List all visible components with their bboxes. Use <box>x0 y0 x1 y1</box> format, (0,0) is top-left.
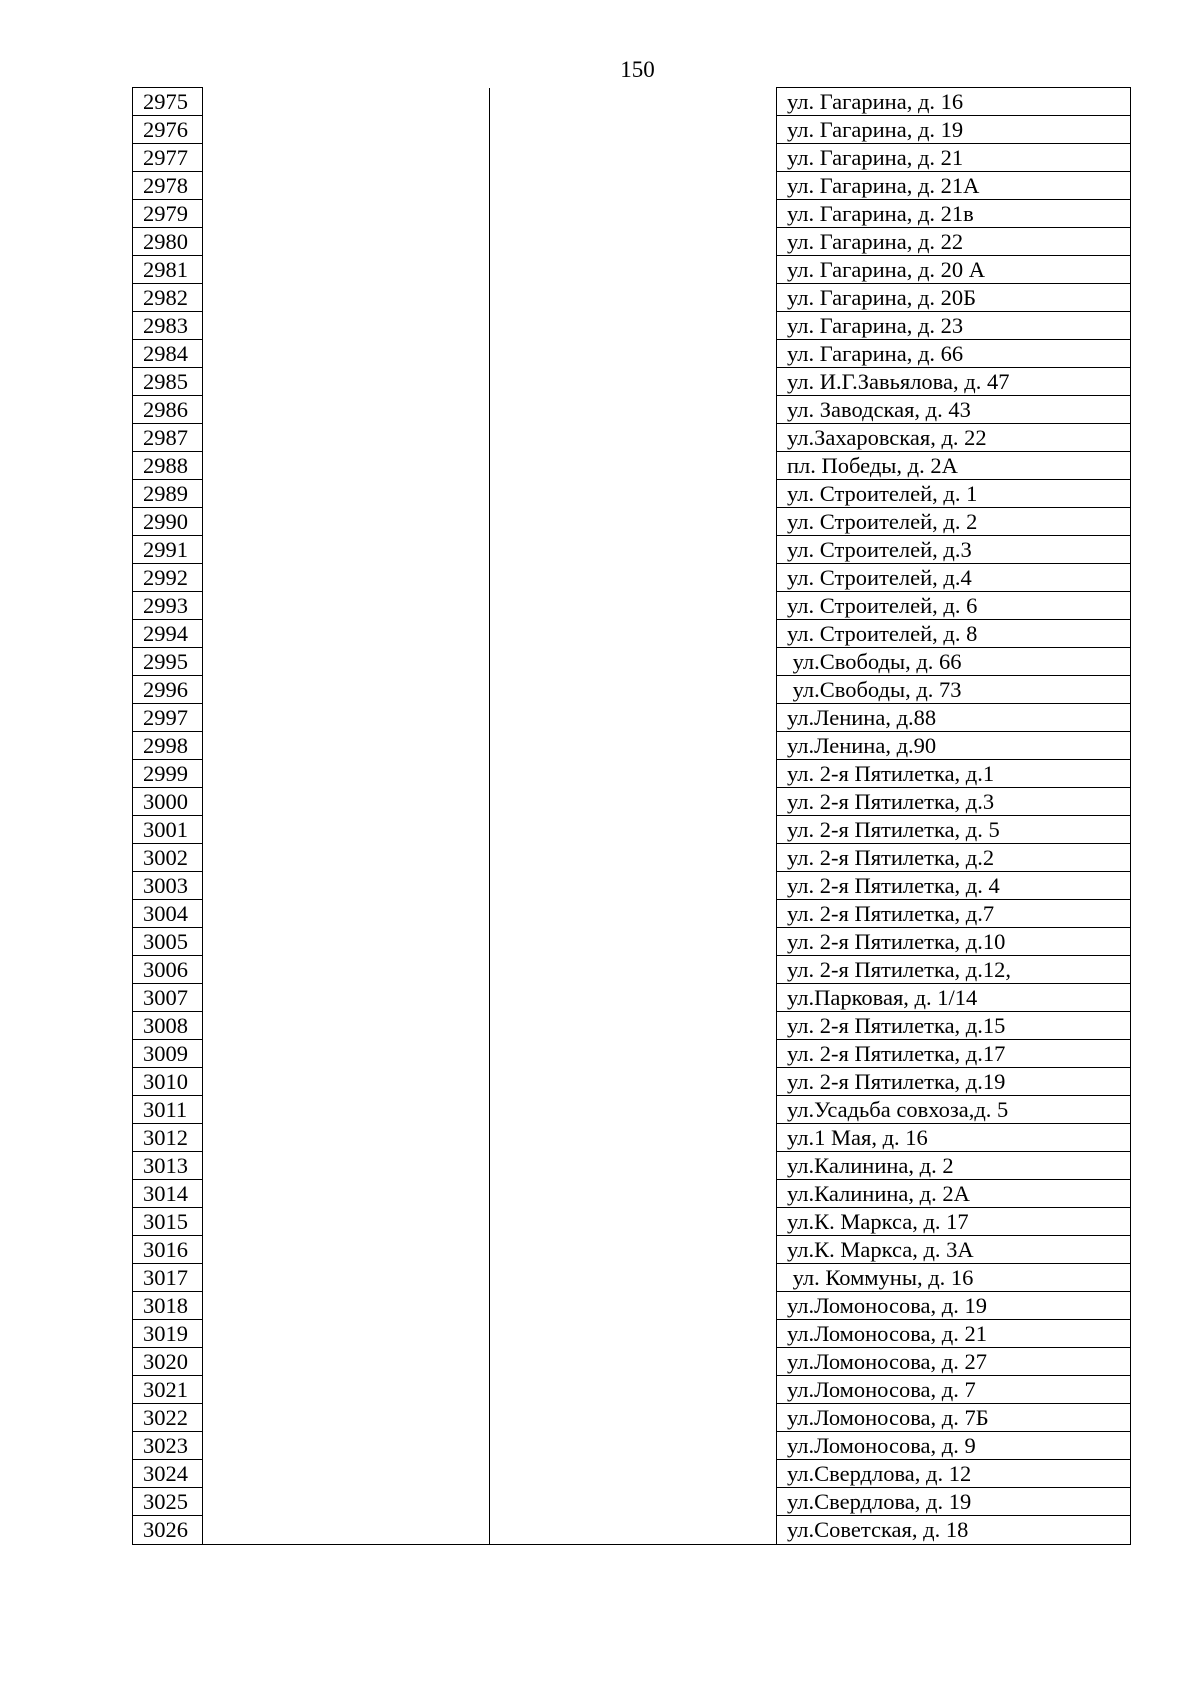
empty-cell <box>203 312 490 340</box>
empty-cell <box>203 564 490 592</box>
row-number: 3013 <box>133 1152 203 1180</box>
table-row <box>133 676 1131 704</box>
address-cell: ул. Гагарина, д. 16 <box>777 88 1131 116</box>
table-row <box>133 648 1131 676</box>
table-row <box>133 956 1131 984</box>
empty-cell <box>490 1292 777 1320</box>
address-cell: ул. Гагарина, д. 23 <box>777 312 1131 340</box>
address-cell: ул. Гагарина, д. 21А <box>777 172 1131 200</box>
row-number: 3021 <box>133 1376 203 1404</box>
row-number: 2981 <box>133 256 203 284</box>
address-cell: ул. Строителей, д. 1 <box>777 480 1131 508</box>
table-row <box>133 368 1131 396</box>
table-row <box>133 732 1131 760</box>
address-cell: ул.Ломоносова, д. 21 <box>777 1320 1131 1348</box>
address-cell: ул. Строителей, д. 8 <box>777 620 1131 648</box>
table-row <box>133 1404 1131 1432</box>
empty-cell <box>490 368 777 396</box>
empty-cell <box>490 676 777 704</box>
row-number: 2985 <box>133 368 203 396</box>
empty-cell <box>203 1096 490 1124</box>
address-cell: ул. 2-я Пятилетка, д.17 <box>777 1040 1131 1068</box>
table-row <box>133 1012 1131 1040</box>
address-cell: ул. Заводская, д. 43 <box>777 396 1131 424</box>
address-cell: ул.К. Маркса, д. 3А <box>777 1236 1131 1264</box>
table-row <box>133 1040 1131 1068</box>
table-row <box>133 508 1131 536</box>
row-number: 2979 <box>133 200 203 228</box>
empty-cell <box>203 1124 490 1152</box>
empty-cell <box>490 396 777 424</box>
address-cell: ул. Гагарина, д. 19 <box>777 116 1131 144</box>
row-number: 3007 <box>133 984 203 1012</box>
address-cell: ул. 2-я Пятилетка, д.15 <box>777 1012 1131 1040</box>
empty-cell <box>203 144 490 172</box>
row-number: 2998 <box>133 732 203 760</box>
address-cell: ул. Гагарина, д. 66 <box>777 340 1131 368</box>
empty-cell <box>203 172 490 200</box>
empty-cell <box>490 1096 777 1124</box>
empty-cell <box>203 900 490 928</box>
address-cell: ул.Ломоносова, д. 7Б <box>777 1404 1131 1432</box>
row-number: 3001 <box>133 816 203 844</box>
table-row <box>133 1264 1131 1292</box>
address-cell: ул.Ломоносова, д. 7 <box>777 1376 1131 1404</box>
empty-cell <box>203 340 490 368</box>
empty-cell <box>203 816 490 844</box>
empty-cell <box>490 144 777 172</box>
empty-cell <box>203 704 490 732</box>
row-number: 2982 <box>133 284 203 312</box>
address-cell: ул. Коммуны, д. 16 <box>777 1264 1131 1292</box>
empty-cell <box>203 956 490 984</box>
table-row <box>133 1432 1131 1460</box>
empty-cell <box>203 1292 490 1320</box>
empty-cell <box>203 256 490 284</box>
table-row <box>133 984 1131 1012</box>
empty-cell <box>203 984 490 1012</box>
row-number: 2976 <box>133 116 203 144</box>
empty-cell <box>203 1516 490 1545</box>
empty-cell <box>490 1068 777 1096</box>
empty-cell <box>203 424 490 452</box>
empty-cell <box>203 1180 490 1208</box>
address-cell: ул. 2-я Пятилетка, д.10 <box>777 928 1131 956</box>
row-number: 2980 <box>133 228 203 256</box>
empty-cell <box>203 872 490 900</box>
empty-cell <box>490 1152 777 1180</box>
empty-cell <box>490 1376 777 1404</box>
empty-cell <box>490 816 777 844</box>
empty-cell <box>490 424 777 452</box>
row-number: 3009 <box>133 1040 203 1068</box>
empty-cell <box>203 200 490 228</box>
row-number: 3024 <box>133 1460 203 1488</box>
row-number: 3020 <box>133 1348 203 1376</box>
table-row <box>133 480 1131 508</box>
row-number: 3004 <box>133 900 203 928</box>
table-row <box>133 564 1131 592</box>
address-cell: ул.Ломоносова, д. 19 <box>777 1292 1131 1320</box>
table-row <box>133 1292 1131 1320</box>
table-row <box>133 256 1131 284</box>
table-row <box>133 144 1131 172</box>
row-number: 3008 <box>133 1012 203 1040</box>
empty-cell <box>490 116 777 144</box>
table-row <box>133 1320 1131 1348</box>
empty-cell <box>203 508 490 536</box>
empty-cell <box>490 592 777 620</box>
address-cell: ул. 2-я Пятилетка, д.3 <box>777 788 1131 816</box>
empty-cell <box>490 704 777 732</box>
empty-cell <box>203 676 490 704</box>
address-cell: ул.Советская, д. 18 <box>777 1516 1131 1545</box>
empty-cell <box>203 116 490 144</box>
table-row <box>133 172 1131 200</box>
row-number: 2978 <box>133 172 203 200</box>
table-row <box>133 928 1131 956</box>
empty-cell <box>203 1348 490 1376</box>
table-row <box>133 1348 1131 1376</box>
empty-cell <box>490 1180 777 1208</box>
empty-cell <box>490 564 777 592</box>
empty-cell <box>203 88 490 116</box>
address-cell: ул.Ленина, д.90 <box>777 732 1131 760</box>
empty-cell <box>490 1124 777 1152</box>
table-row <box>133 88 1131 116</box>
empty-cell <box>203 844 490 872</box>
empty-cell <box>203 1376 490 1404</box>
table-row <box>133 900 1131 928</box>
table-row <box>133 1460 1131 1488</box>
empty-cell <box>490 984 777 1012</box>
address-cell: ул. 2-я Пятилетка, д.2 <box>777 844 1131 872</box>
empty-cell <box>203 1320 490 1348</box>
empty-cell <box>490 1488 777 1516</box>
address-cell: ул. Гагарина, д. 21в <box>777 200 1131 228</box>
row-number: 3023 <box>133 1432 203 1460</box>
address-cell: ул. 2-я Пятилетка, д.12, <box>777 956 1131 984</box>
address-cell: ул.Парковая, д. 1/14 <box>777 984 1131 1012</box>
table-row <box>133 844 1131 872</box>
address-cell: ул.К. Маркса, д. 17 <box>777 1208 1131 1236</box>
empty-cell <box>490 452 777 480</box>
empty-cell <box>203 1236 490 1264</box>
address-cell: ул.Ломоносова, д. 9 <box>777 1432 1131 1460</box>
table-row <box>133 452 1131 480</box>
address-cell: ул.Ломоносова, д. 27 <box>777 1348 1131 1376</box>
address-table-body <box>133 88 1131 1545</box>
table-row <box>133 1376 1131 1404</box>
empty-cell <box>490 844 777 872</box>
empty-cell <box>490 788 777 816</box>
address-cell: ул. Строителей, д.3 <box>777 536 1131 564</box>
empty-cell <box>203 1404 490 1432</box>
row-number: 3011 <box>133 1096 203 1124</box>
address-cell: ул. Гагарина, д. 20Б <box>777 284 1131 312</box>
empty-cell <box>490 1348 777 1376</box>
empty-cell <box>490 928 777 956</box>
table-row <box>133 396 1131 424</box>
empty-cell <box>490 620 777 648</box>
empty-cell <box>203 368 490 396</box>
empty-cell <box>203 788 490 816</box>
address-cell: ул.Калинина, д. 2 <box>777 1152 1131 1180</box>
empty-cell <box>490 956 777 984</box>
row-number: 2993 <box>133 592 203 620</box>
table-row <box>133 592 1131 620</box>
empty-cell <box>203 1012 490 1040</box>
empty-cell <box>490 732 777 760</box>
empty-cell <box>490 1264 777 1292</box>
empty-cell <box>203 1264 490 1292</box>
row-number: 3000 <box>133 788 203 816</box>
empty-cell <box>490 480 777 508</box>
row-number: 2975 <box>133 88 203 116</box>
empty-cell <box>490 88 777 116</box>
address-cell: ул. 2-я Пятилетка, д.19 <box>777 1068 1131 1096</box>
address-cell: ул. Гагарина, д. 20 А <box>777 256 1131 284</box>
address-cell: ул.1 Мая, д. 16 <box>777 1124 1131 1152</box>
table-row <box>133 284 1131 312</box>
empty-cell <box>490 648 777 676</box>
address-table <box>132 87 1131 1545</box>
table-row <box>133 424 1131 452</box>
empty-cell <box>490 1208 777 1236</box>
address-cell: ул. Гагарина, д. 21 <box>777 144 1131 172</box>
table-row <box>133 704 1131 732</box>
empty-cell <box>490 256 777 284</box>
row-number: 3016 <box>133 1236 203 1264</box>
row-number: 2997 <box>133 704 203 732</box>
address-cell: ул. 2-я Пятилетка, д.1 <box>777 760 1131 788</box>
row-number: 3015 <box>133 1208 203 1236</box>
empty-cell <box>490 1040 777 1068</box>
empty-cell <box>490 1460 777 1488</box>
address-cell: ул. И.Г.Завьялова, д. 47 <box>777 368 1131 396</box>
row-number: 2983 <box>133 312 203 340</box>
empty-cell <box>490 1516 777 1545</box>
row-number: 3010 <box>133 1068 203 1096</box>
empty-cell <box>203 1432 490 1460</box>
row-number: 2987 <box>133 424 203 452</box>
row-number: 2986 <box>133 396 203 424</box>
table-row <box>133 1236 1131 1264</box>
address-cell: ул. 2-я Пятилетка, д. 5 <box>777 816 1131 844</box>
empty-cell <box>203 592 490 620</box>
address-cell: ул.Усадьба совхоза,д. 5 <box>777 1096 1131 1124</box>
address-cell: ул.Свободы, д. 73 <box>777 676 1131 704</box>
empty-cell <box>203 1068 490 1096</box>
address-cell: ул.Свердлова, д. 19 <box>777 1488 1131 1516</box>
row-number: 3025 <box>133 1488 203 1516</box>
page-number: 150 <box>620 57 655 82</box>
table-row <box>133 620 1131 648</box>
row-number: 3017 <box>133 1264 203 1292</box>
table-row <box>133 1124 1131 1152</box>
empty-cell <box>490 1012 777 1040</box>
empty-cell <box>203 536 490 564</box>
empty-cell <box>490 872 777 900</box>
address-cell: ул. Гагарина, д. 22 <box>777 228 1131 256</box>
empty-cell <box>203 284 490 312</box>
table-row <box>133 1180 1131 1208</box>
empty-cell <box>490 536 777 564</box>
table-row <box>133 1488 1131 1516</box>
empty-cell <box>490 1320 777 1348</box>
address-cell: ул.Ленина, д.88 <box>777 704 1131 732</box>
empty-cell <box>490 172 777 200</box>
empty-cell <box>203 1152 490 1180</box>
empty-cell <box>203 928 490 956</box>
row-number: 2995 <box>133 648 203 676</box>
empty-cell <box>490 1236 777 1264</box>
empty-cell <box>203 1208 490 1236</box>
table-row <box>133 340 1131 368</box>
table-row <box>133 872 1131 900</box>
empty-cell <box>490 760 777 788</box>
empty-cell <box>490 228 777 256</box>
empty-cell <box>203 396 490 424</box>
row-number: 2990 <box>133 508 203 536</box>
address-cell: ул. Строителей, д.4 <box>777 564 1131 592</box>
table-row <box>133 816 1131 844</box>
address-cell: ул.Свердлова, д. 12 <box>777 1460 1131 1488</box>
row-number: 3022 <box>133 1404 203 1432</box>
empty-cell <box>203 452 490 480</box>
empty-cell <box>203 648 490 676</box>
empty-cell <box>490 284 777 312</box>
address-cell: ул. Строителей, д. 2 <box>777 508 1131 536</box>
address-cell: пл. Победы, д. 2А <box>777 452 1131 480</box>
empty-cell <box>203 480 490 508</box>
table-row <box>133 228 1131 256</box>
address-cell: ул. 2-я Пятилетка, д. 4 <box>777 872 1131 900</box>
row-number: 3005 <box>133 928 203 956</box>
address-cell: ул.Свободы, д. 66 <box>777 648 1131 676</box>
table-row <box>133 760 1131 788</box>
address-cell: ул.Захаровская, д. 22 <box>777 424 1131 452</box>
row-number: 3014 <box>133 1180 203 1208</box>
empty-cell <box>203 620 490 648</box>
row-number: 3006 <box>133 956 203 984</box>
row-number: 3019 <box>133 1320 203 1348</box>
table-row <box>133 1096 1131 1124</box>
row-number: 2996 <box>133 676 203 704</box>
table-row <box>133 200 1131 228</box>
empty-cell <box>203 228 490 256</box>
table-row <box>133 536 1131 564</box>
table-row <box>133 788 1131 816</box>
row-number: 3002 <box>133 844 203 872</box>
row-number: 3003 <box>133 872 203 900</box>
empty-cell <box>490 312 777 340</box>
row-number: 2984 <box>133 340 203 368</box>
table-row <box>133 116 1131 144</box>
row-number: 2989 <box>133 480 203 508</box>
empty-cell <box>203 732 490 760</box>
row-number: 2991 <box>133 536 203 564</box>
table-row <box>133 1516 1131 1545</box>
table-row <box>133 1208 1131 1236</box>
empty-cell <box>203 760 490 788</box>
empty-cell <box>490 900 777 928</box>
table-row <box>133 1068 1131 1096</box>
address-cell: ул.Калинина, д. 2А <box>777 1180 1131 1208</box>
row-number: 2977 <box>133 144 203 172</box>
row-number: 2992 <box>133 564 203 592</box>
empty-cell <box>490 1404 777 1432</box>
row-number: 3018 <box>133 1292 203 1320</box>
row-number: 2999 <box>133 760 203 788</box>
empty-cell <box>490 200 777 228</box>
table-row <box>133 312 1131 340</box>
table-row <box>133 1152 1131 1180</box>
row-number: 2988 <box>133 452 203 480</box>
address-cell: ул. Строителей, д. 6 <box>777 592 1131 620</box>
row-number: 3026 <box>133 1516 203 1545</box>
empty-cell <box>490 340 777 368</box>
address-cell: ул. 2-я Пятилетка, д.7 <box>777 900 1131 928</box>
empty-cell <box>490 1432 777 1460</box>
empty-cell <box>203 1040 490 1068</box>
empty-cell <box>490 508 777 536</box>
row-number: 2994 <box>133 620 203 648</box>
row-number: 3012 <box>133 1124 203 1152</box>
empty-cell <box>203 1488 490 1516</box>
empty-cell <box>203 1460 490 1488</box>
